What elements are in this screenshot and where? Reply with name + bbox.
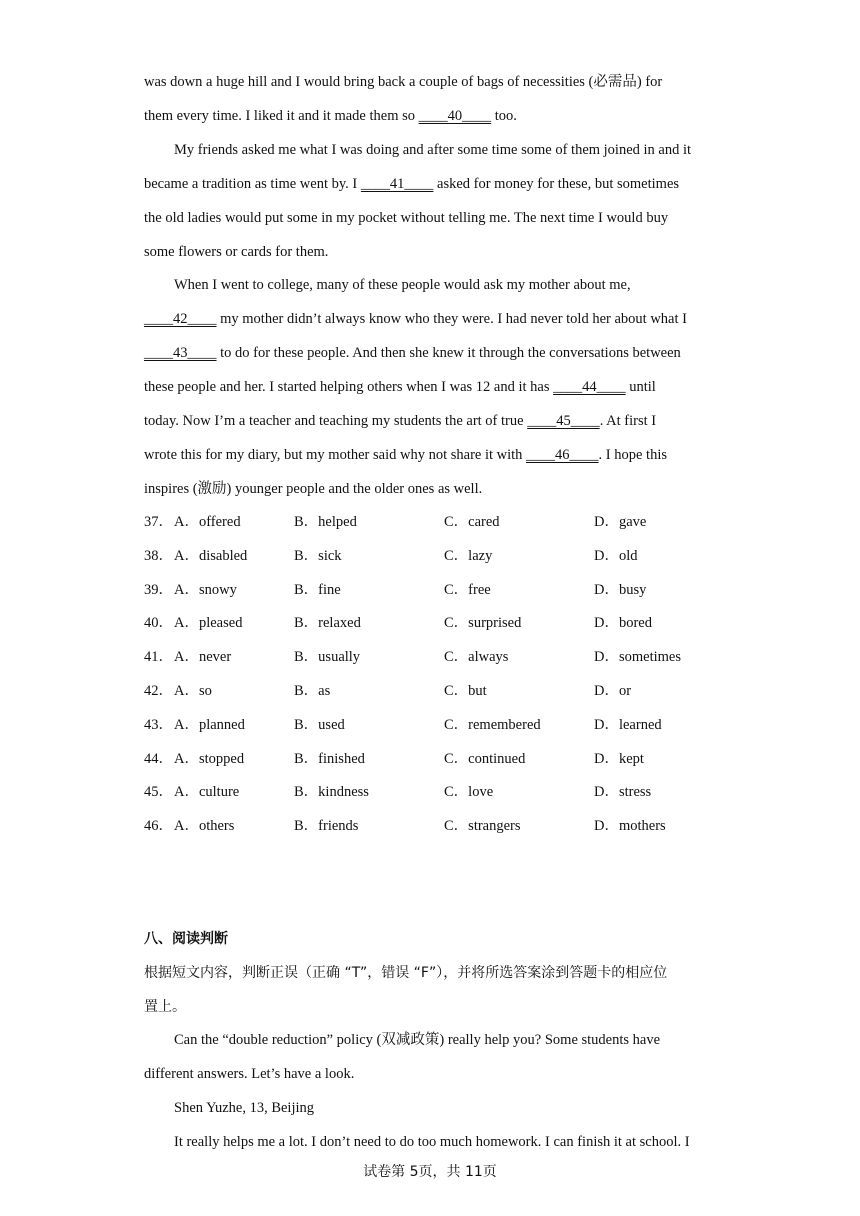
option-c: C．strangers [444,818,521,834]
passage-line: today. Now I’m a teacher and teaching my students the art of true ____45____. At first I [144,413,657,429]
option-a: A．offered [174,514,241,530]
option-a: A．planned [174,717,245,733]
passage-line: different answers. Let’s have a look. [144,1066,355,1082]
question-row [144,749,724,769]
option-b: B．used [294,717,345,733]
blank-45: ____45____ [527,413,600,429]
option-a: A．stopped [174,751,245,767]
option-b: B．usually [294,649,361,665]
option-d: D．stress [594,784,652,800]
passage-line: Can the “double reduction” policy (双减政策) really help you? Some students have [174,1032,661,1048]
question-row [144,782,724,802]
passage-line: was down a huge hill and I would bring back a couple of bags of necessities (必需品) for [144,74,663,90]
question-row [144,715,724,735]
passage-line: inspires (激励) younger people and the older ones as well. [144,481,483,497]
section-title: 八、阅读判断 [144,931,228,947]
passage-line: these people and her. I started helping others when I was 12 and it has ____44____ until [144,379,656,395]
question-row [144,546,724,566]
option-a: A．pleased [174,615,243,631]
option-d: D．busy [594,582,647,598]
question-number: 40． [144,615,173,631]
option-c: C．free [444,582,491,598]
question-number: 46． [144,818,173,834]
blank-42: ____42____ [144,311,217,327]
section-instructions: 根据短文内容，判断正误（正确 “T”，错误 “F”），并将所选答案涂到答题卡的相应位 [144,965,668,981]
passage-line: It really helps me a lot. I don’t need to do too much homework. I can finish it at school. I [174,1134,690,1150]
question-row [144,580,724,600]
passage-line: ____42____ my mother didn’t always know who they were. I had never told her about what I [144,311,687,327]
option-b: B．friends [294,818,359,834]
option-d: D．or [594,683,632,699]
blank-40: ____40____ [418,108,492,124]
option-a: A．culture [174,784,240,800]
question-number: 45． [144,784,173,800]
option-d: D．gave [594,514,647,530]
option-b: B．relaxed [294,615,361,631]
option-b: B．as [294,683,331,699]
passage-line: became a tradition as time went by. I ____41____ asked for money for these, but sometimes [144,176,680,192]
student-heading: Shen Yuzhe, 13, Beijing [174,1100,315,1116]
section-instructions: 置上。 [144,999,186,1015]
passage-line: some flowers or cards for them. [144,244,329,260]
question-row [144,613,724,633]
option-a: A．others [174,818,235,834]
option-c: C．love [444,784,494,800]
option-c: C．but [444,683,487,699]
option-c: C．remembered [444,717,541,733]
option-d: D．mothers [594,818,666,834]
option-c: C．lazy [444,548,493,564]
question-row [144,647,724,667]
option-d: D．kept [594,751,644,767]
option-a: A．so [174,683,212,699]
option-d: D．old [594,548,638,564]
question-number: 42． [144,683,173,699]
option-b: B．fine [294,582,341,598]
blank-44: ____44____ [553,379,626,395]
question-row [144,681,724,701]
question-number: 38． [144,548,173,564]
passage-line: the old ladies would put some in my pocket without telling me. The next time I would buy [144,210,669,226]
question-number: 37． [144,514,173,530]
option-a: A．snowy [174,582,237,598]
question-row [144,816,724,836]
option-b: B．sick [294,548,342,564]
passage-line: them every time. I liked it and it made them so ____40____ too. [144,108,517,124]
option-c: C．always [444,649,509,665]
option-a: A．never [174,649,232,665]
passage-line: wrote this for my diary, but my mother said why not share it with ____46____. I hope this [144,447,668,463]
passage-line: ____43____ to do for these people. And then she knew it through the conversations between [144,345,681,361]
page-footer: 试卷第 5页，共 11页 [363,1164,497,1180]
passage-line: When I went to college, many of these people would ask my mother about me, [174,277,631,293]
option-a: A．disabled [174,548,248,564]
option-d: D．sometimes [594,649,681,665]
option-c: C．surprised [444,615,522,631]
question-number: 39． [144,582,173,598]
question-number: 43． [144,717,173,733]
option-d: D．bored [594,615,652,631]
option-d: D．learned [594,717,662,733]
blank-41: ____41____ [360,176,434,192]
passage-line: My friends asked me what I was doing and after some time some of them joined in and it [174,142,692,158]
blank-46: ____46____ [526,447,599,463]
option-c: C．cared [444,514,500,530]
question-number: 41． [144,649,173,665]
option-c: C．continued [444,751,526,767]
option-b: B．finished [294,751,365,767]
blank-43: ____43____ [144,345,217,361]
question-number: 44． [144,751,173,767]
question-row [144,512,724,532]
option-b: B．kindness [294,784,369,800]
option-b: B．helped [294,514,357,530]
